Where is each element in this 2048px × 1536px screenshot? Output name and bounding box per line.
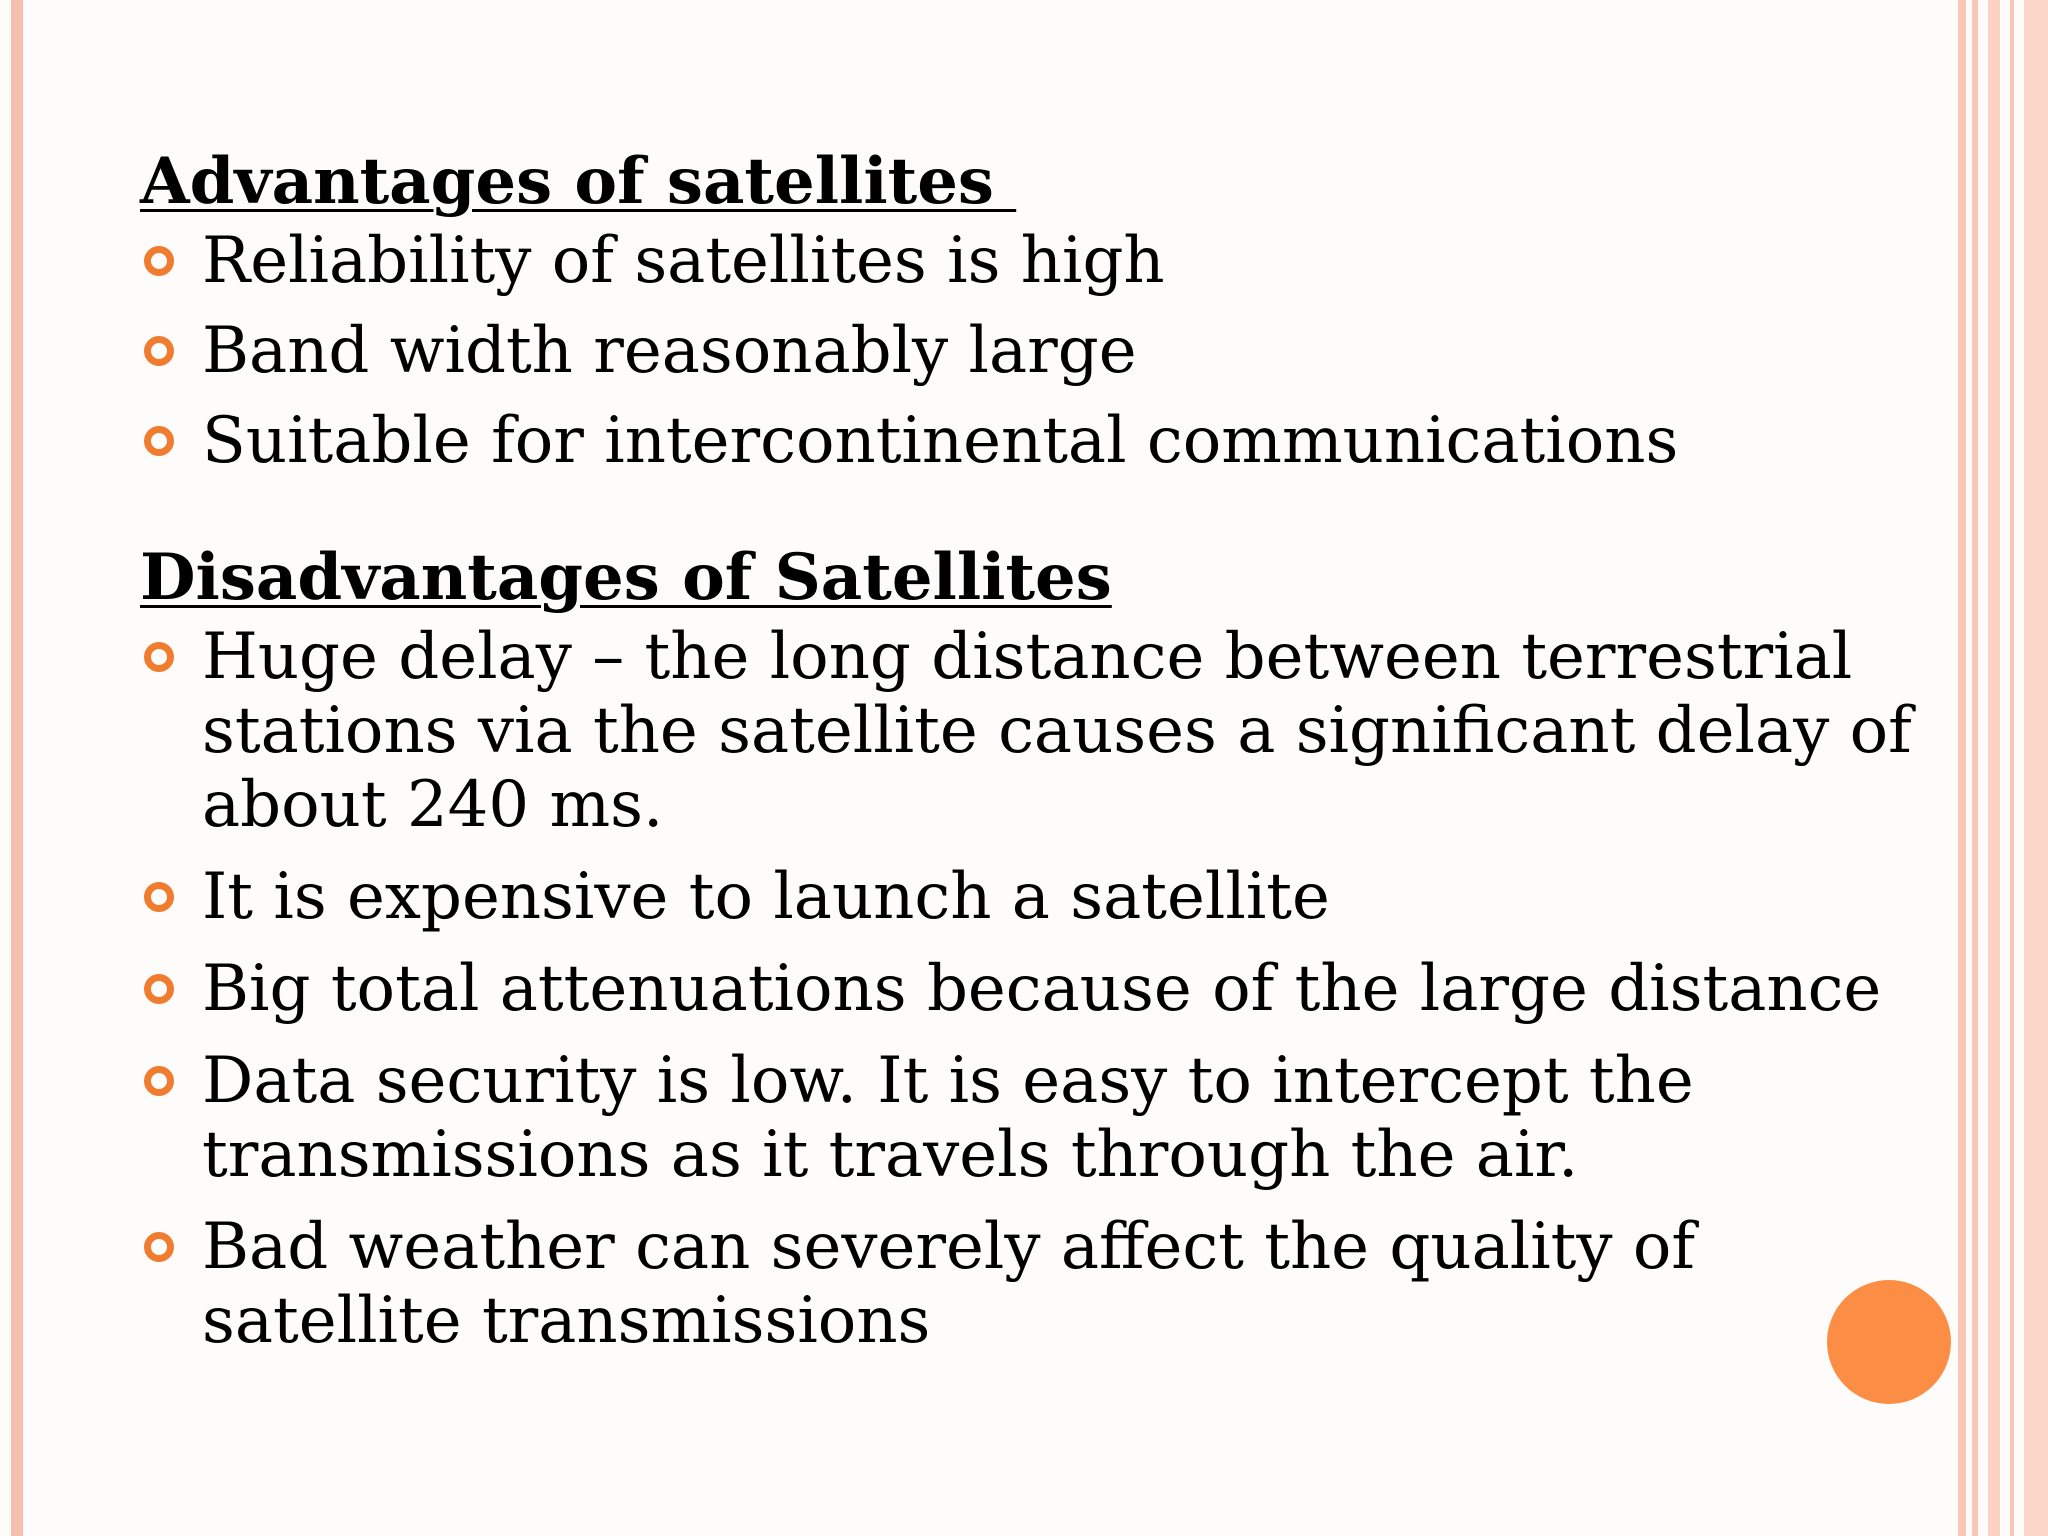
list-item-text: Data security is low. It is easy to intercept the transmissions as it travels through the air. <box>202 1044 1694 1192</box>
list-item-text: Band width reasonably large <box>202 314 1137 388</box>
ring-bullet-icon <box>144 882 174 912</box>
disadvantages-heading: Disadvantages of Satellites <box>140 540 1112 615</box>
advantages-list <box>140 224 1930 478</box>
list-item <box>140 1044 1930 1192</box>
list-item <box>140 952 1930 1026</box>
right-border-stripe <box>1972 0 1978 1536</box>
list-item <box>140 1210 1930 1358</box>
list-item-text: Suitable for intercontinental communications <box>202 404 1679 478</box>
ring-bullet-icon <box>144 1232 174 1262</box>
right-border-stripe <box>1988 0 2000 1536</box>
ring-bullet-icon <box>144 336 174 366</box>
list-item-text: Big total attenuations because of the large distance <box>202 952 1882 1026</box>
disadvantages-list <box>140 620 1930 1358</box>
right-border-stripe <box>1958 0 1966 1536</box>
list-item-text: Huge delay – the long distance between terrestrial stations via the satellite causes a significant delay of about 240 ms. <box>202 620 1912 842</box>
disadvantages-section <box>140 536 1930 1358</box>
ring-bullet-icon <box>144 1066 174 1096</box>
orange-circle-decoration <box>1827 1280 1951 1404</box>
right-border-stripe <box>2024 0 2048 1536</box>
list-item <box>140 314 1930 388</box>
list-item <box>140 404 1930 478</box>
list-item <box>140 860 1930 934</box>
ring-bullet-icon <box>144 426 174 456</box>
list-item-text: It is expensive to launch a satellite <box>202 860 1330 934</box>
list-item <box>140 620 1930 842</box>
ring-bullet-icon <box>144 974 174 1004</box>
list-item-text: Bad weather can severely affect the quality of satellite transmissions <box>202 1210 1696 1358</box>
list-item <box>140 224 1930 298</box>
advantages-heading: Advantages of satellites <box>140 144 1017 219</box>
ring-bullet-icon <box>144 246 174 276</box>
ring-bullet-icon <box>144 642 174 672</box>
slide-content <box>140 140 1930 1376</box>
right-border-stripe <box>2010 0 2014 1536</box>
left-border-stripe <box>11 0 23 1536</box>
list-item-text: Reliability of satellites is high <box>202 224 1165 298</box>
advantages-section <box>140 140 1930 478</box>
